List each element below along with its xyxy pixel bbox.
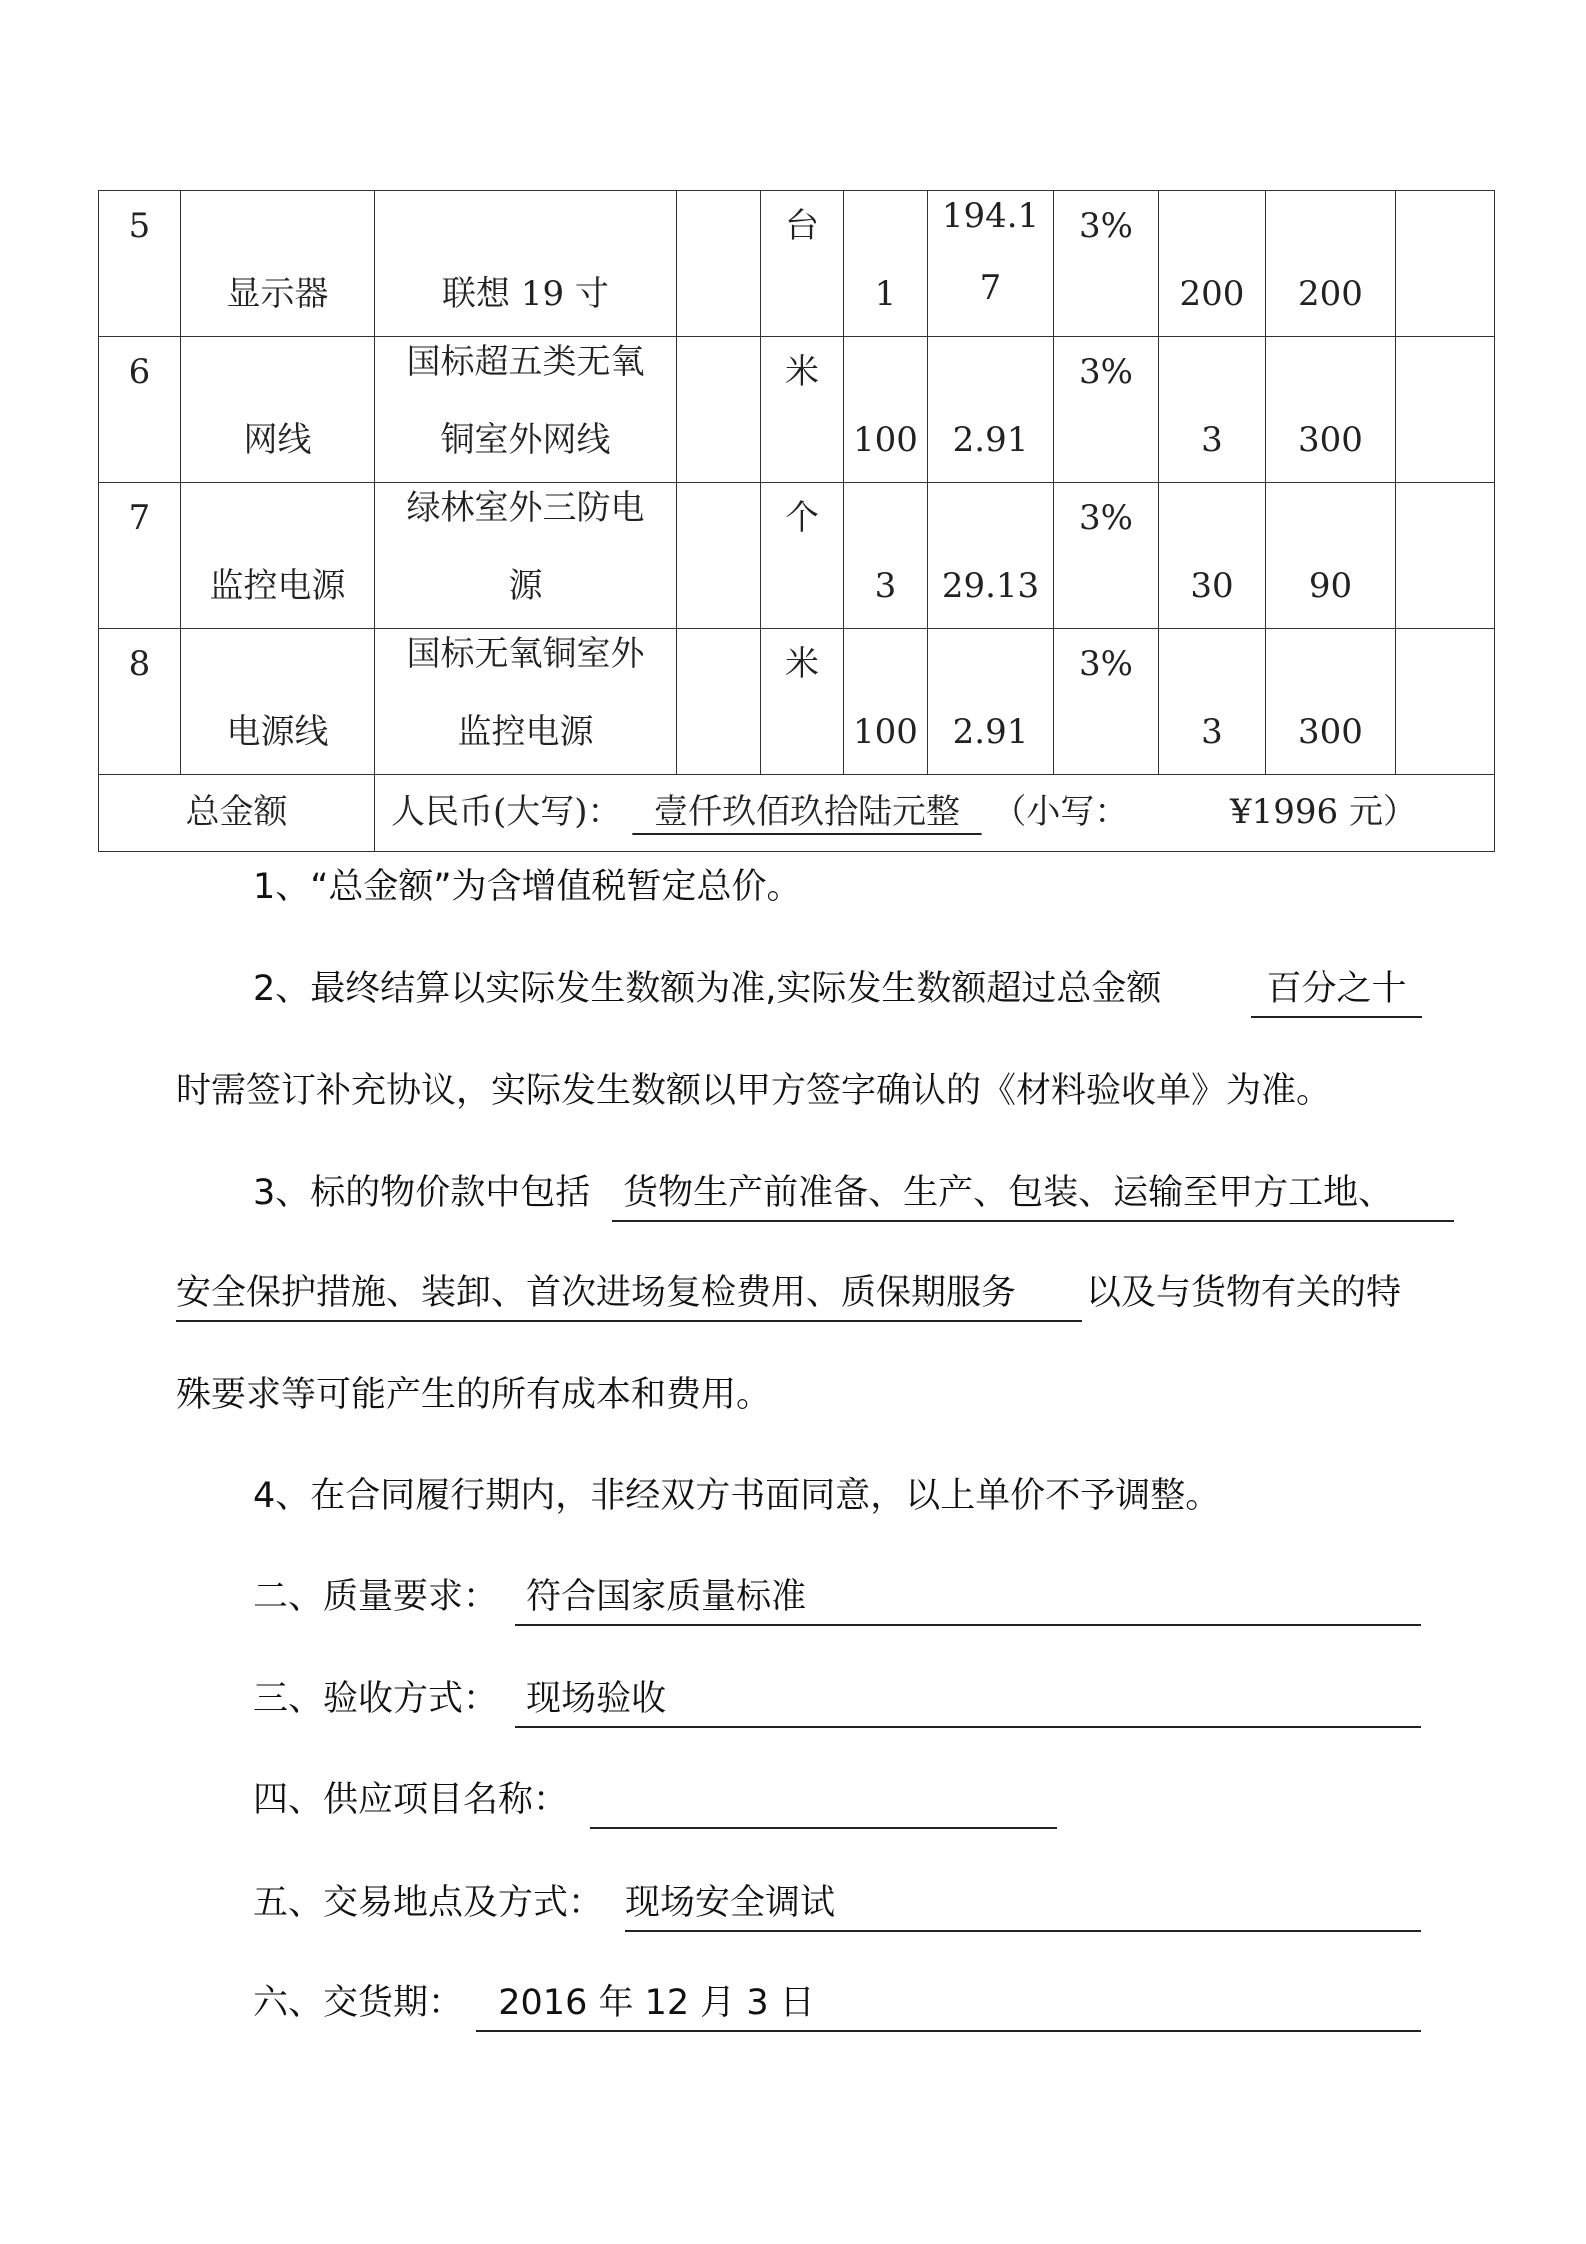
item-tax-rate: 3% xyxy=(1079,352,1133,392)
item-unit: 个 xyxy=(785,498,819,538)
table-row xyxy=(99,629,1495,775)
item-spec: 国标超五类无氧 xyxy=(406,342,645,382)
item-price: 3 xyxy=(1201,712,1223,752)
total-amount-upper: 壹仟玖佰玖拾陆元整 xyxy=(653,792,960,832)
note-3-end: 殊要求等可能产生的所有成本和费用。 xyxy=(176,1375,772,1415)
note-1: 1、“总金额”为含增值税暂定总价。 xyxy=(253,867,802,907)
item-qty: 3 xyxy=(874,566,897,606)
total-label: 总金额 xyxy=(185,792,288,832)
quality-field: 符合国家质量标准 xyxy=(515,1580,1421,1626)
delivery-label: 六、交货期： xyxy=(253,1983,464,2023)
row-number: 6 xyxy=(128,352,151,392)
item-price: 3 xyxy=(1201,420,1223,460)
item-amount: 300 xyxy=(1298,420,1363,460)
trade-label: 五、交易地点及方式： xyxy=(253,1883,604,1923)
total-small-prefix: （小写： xyxy=(992,792,1129,832)
item-spec-cont: 监控电源 xyxy=(457,712,594,752)
row-number: 7 xyxy=(128,498,151,538)
item-tax-rate: 3% xyxy=(1079,644,1133,684)
note-2-cont: 时需签订补充协议，实际发生数额以甲方签字确认的《材料验收单》为准。 xyxy=(176,1071,1332,1111)
item-pretax-price: 2.91 xyxy=(952,712,1029,752)
materials-table xyxy=(98,190,1495,852)
item-unit: 台 xyxy=(785,206,819,246)
acceptance-label: 三、验收方式： xyxy=(253,1679,499,1719)
note-4: 4、在合同履行期内，非经双方书面同意，以上单价不予调整。 xyxy=(253,1476,1221,1516)
quality-label: 二、质量要求： xyxy=(253,1577,499,1617)
delivery-field: 2016 年 12 月 3 日 xyxy=(476,1986,1421,2032)
row-number: 5 xyxy=(128,206,151,246)
table-row xyxy=(99,191,1495,337)
note-2: 2、最终结算以实际发生数额为准,实际发生数额超过总金额 xyxy=(253,969,1162,1009)
item-pretax-price: 2.91 xyxy=(952,420,1029,460)
item-qty: 1 xyxy=(874,274,897,314)
item-name: 监控电源 xyxy=(209,566,346,606)
item-pretax-price: 194.1 xyxy=(941,196,1040,236)
item-spec-cont: 源 xyxy=(508,566,543,606)
item-spec-cont: 铜室外网线 xyxy=(440,420,611,460)
fill-price-includes: 货物生产前准备、生产、包装、运输至甲方工地、 xyxy=(612,1176,1454,1222)
item-amount: 90 xyxy=(1308,566,1353,606)
project-name-field xyxy=(590,1783,1057,1829)
item-pretax-price: 29.13 xyxy=(941,566,1040,606)
item-spec: 绿林室外三防电 xyxy=(406,488,645,528)
total-prefix: 人民币(大写)： xyxy=(391,792,622,832)
total-amount-small: ¥1996 元） xyxy=(1230,792,1417,832)
fill-price-includes-cont: 安全保护措施、装卸、首次进场复检费用、质保期服务 xyxy=(176,1276,1082,1322)
item-amount: 300 xyxy=(1298,712,1363,752)
item-qty: 100 xyxy=(853,420,918,460)
acceptance-field: 现场验收 xyxy=(515,1682,1421,1728)
item-name: 网线 xyxy=(243,420,312,460)
item-spec: 联想 19 寸 xyxy=(442,274,609,314)
item-spec: 国标无氧铜室外 xyxy=(406,634,645,674)
item-pretax-price-cont: 7 xyxy=(979,268,1002,308)
note-3: 3、标的物价款中包括 xyxy=(253,1173,591,1213)
trade-field: 现场安全调试 xyxy=(625,1886,1421,1932)
item-name: 电源线 xyxy=(226,712,329,752)
item-price: 200 xyxy=(1179,274,1245,314)
note-3-cont: 以及与货物有关的特 xyxy=(1086,1273,1402,1313)
item-qty: 100 xyxy=(853,712,918,752)
item-price: 30 xyxy=(1190,566,1234,606)
item-name: 显示器 xyxy=(226,274,329,314)
item-tax-rate: 3% xyxy=(1079,206,1133,246)
item-tax-rate: 3% xyxy=(1079,498,1133,538)
project-name-label: 四、供应项目名称： xyxy=(253,1780,569,1820)
table-row xyxy=(99,337,1495,483)
item-unit: 米 xyxy=(785,352,819,392)
item-unit: 米 xyxy=(785,644,819,684)
fill-percentage: 百分之十 xyxy=(1251,972,1422,1018)
total-row xyxy=(99,775,1495,852)
item-amount: 200 xyxy=(1298,274,1363,314)
row-number: 8 xyxy=(128,644,151,684)
total-amount-line xyxy=(391,792,1417,832)
table-row xyxy=(99,483,1495,629)
